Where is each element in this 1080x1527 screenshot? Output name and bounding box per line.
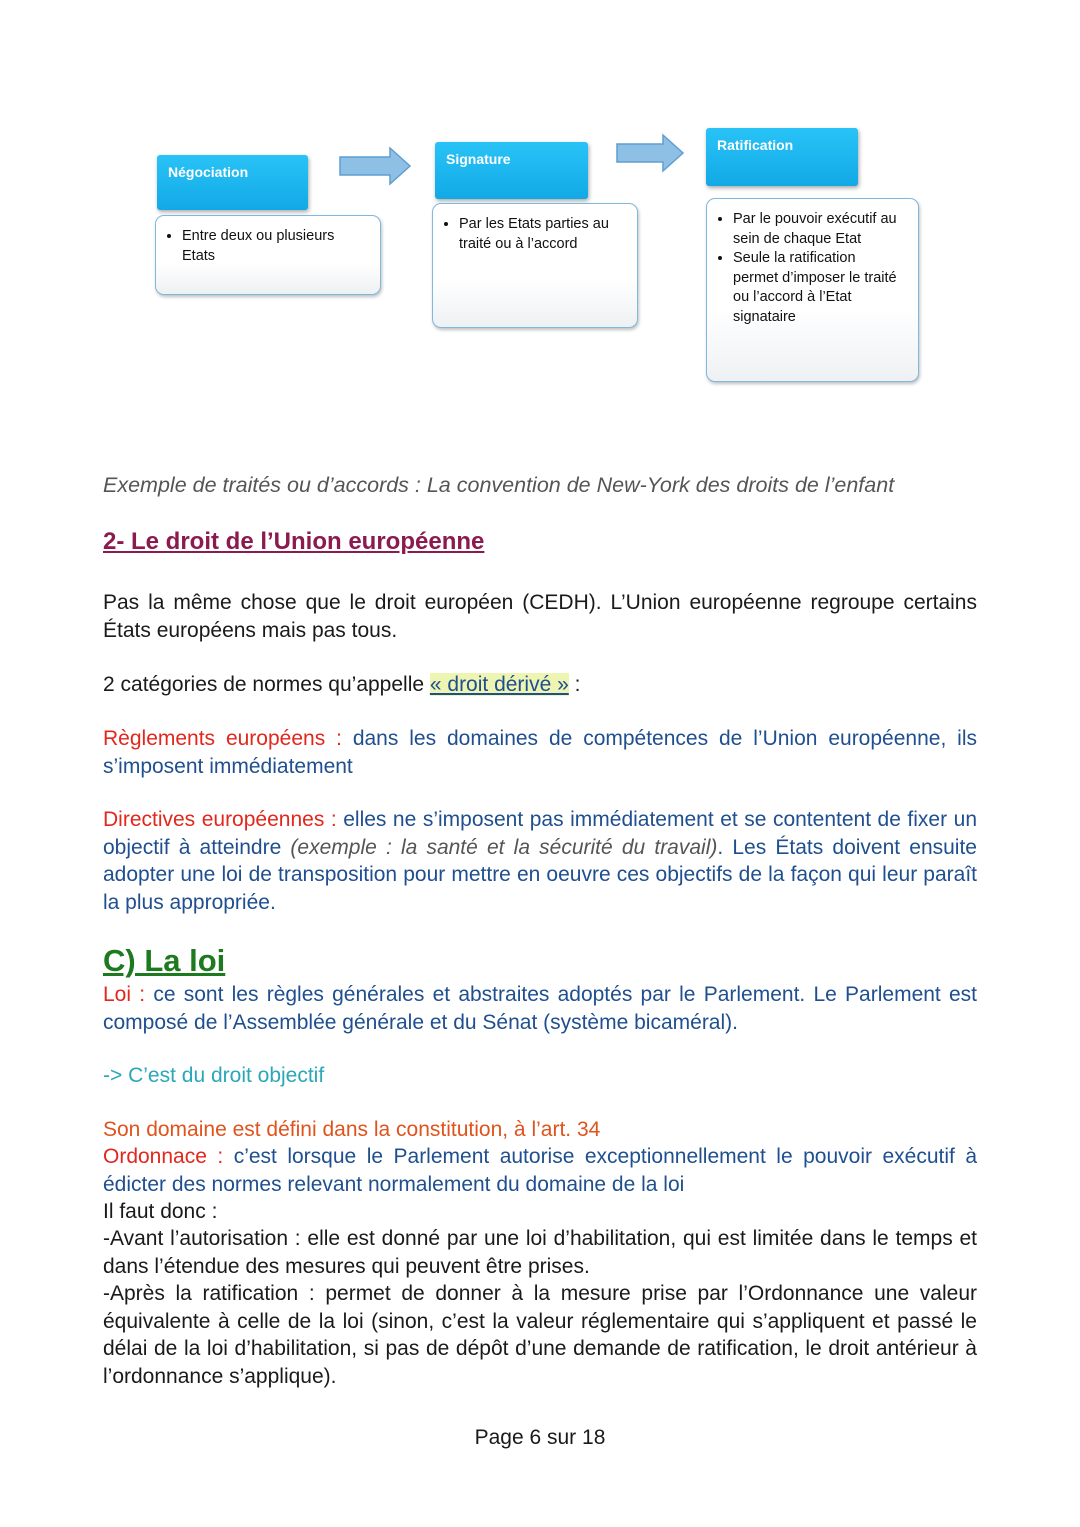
directives-text-end: . Les États doivent ensuite adopter une loi de transposition pour mettre en oeuvre ces objectifs de la façon qui leur paraît la plus appropriée.: [103, 835, 977, 914]
arrow-right-icon: [615, 133, 685, 173]
loi-paragraph: [103, 981, 977, 1036]
step-ratification-bullet: • Seule la ratification permet d’imposer le traité ou l’accord à l’Etat signataire: [733, 249, 904, 327]
avant-paragraph: -Avant l’autorisation : elle est donné par une loi d’habilitation, qui est limitée dans le temps et dans l’étendue des mesures qui peuvent être prises.: [103, 1227, 977, 1278]
ordonnance-text: c’est lorsque le Parlement autorise exceptionnellement le pouvoir exécutif à édicter des normes relevant normalement du domaine de la loi: [103, 1145, 977, 1196]
arrow-right-icon: [338, 146, 412, 186]
page-number: Page 6 sur 18: [474, 1426, 606, 1449]
categories-prefix: 2 catégories de normes qu’appelle: [103, 673, 430, 696]
droit-derive-highlight: « droit dérivé »: [429, 673, 569, 696]
reglements-term: Règlements européens :: [103, 727, 353, 750]
directives-text: elles ne s’imposent pas immédiatement et se contentent de fixer un objectif à atteindre: [103, 808, 977, 859]
directives-term: Directives européennes :: [103, 808, 344, 831]
directives-example: (exemple : la santé et la sécurité du travail): [290, 835, 718, 859]
loi-term: Loi :: [103, 983, 154, 1006]
step-signature-title: Signature: [435, 142, 588, 199]
il-faut-line: Il faut donc :: [103, 1200, 218, 1223]
ordonnance-term: Ordonnace :: [103, 1145, 234, 1168]
reglements-paragraph: [103, 725, 977, 780]
categories-suffix: :: [568, 673, 581, 696]
step-negociation-bullet: • Entre deux ou plusieurs Etats: [182, 227, 366, 266]
step-signature-bullet: • Par les Etats parties au traité ou à l’accord: [459, 215, 623, 254]
step-negociation-box: [155, 215, 381, 295]
step-ratification-bullet: • Par le pouvoir exécutif au sein de chaque Etat: [733, 210, 904, 249]
directives-paragraph: [103, 806, 977, 916]
apres-paragraph: -Après la ratification : permet de donner à la mesure prise par l’Ordonnance une valeur équivalente à celle de la loi (sinon, c’est la valeur réglementaire qui s’appliquent et passé le délai de la loi d’habilitation, si pas de dépôt d’une demande de ratification, le droit antérieur à l’ordonnance s’applique).: [103, 1282, 977, 1388]
step-negociation-title: Négociation: [157, 155, 308, 210]
section-heading-la-loi: C) La loi: [103, 943, 226, 978]
reglements-text: dans les domaines de compétences de l’Union européenne, ils s’imposent immédiatement: [103, 727, 977, 778]
section-heading-eu-law: 2- Le droit de l’Union européenne: [103, 528, 485, 555]
domain-line: Son domaine est défini dans la constitution, à l’art. 34: [103, 1118, 601, 1141]
ordonnance-paragraph: [103, 1143, 977, 1198]
example-line: Exemple de traités ou d’accords : La convention de New-York des droits de l’enfant: [103, 473, 895, 497]
loi-text: ce sont les règles générales et abstraites adoptés par le Parlement. Le Parlement est composé de l’Assemblée générale et du Sénat (système bicaméral).: [103, 983, 977, 1034]
objective-law-line: -> C’est du droit objectif: [103, 1064, 325, 1087]
step-ratification-box: [706, 198, 919, 382]
eu-intro-paragraph: Pas la même chose que le droit européen (CEDH). L’Union européenne regroupe certains États européens mais pas tous.: [103, 591, 977, 642]
categories-line: [103, 671, 977, 699]
step-signature-box: [432, 203, 638, 328]
step-ratification-title: Ratification: [706, 128, 858, 186]
